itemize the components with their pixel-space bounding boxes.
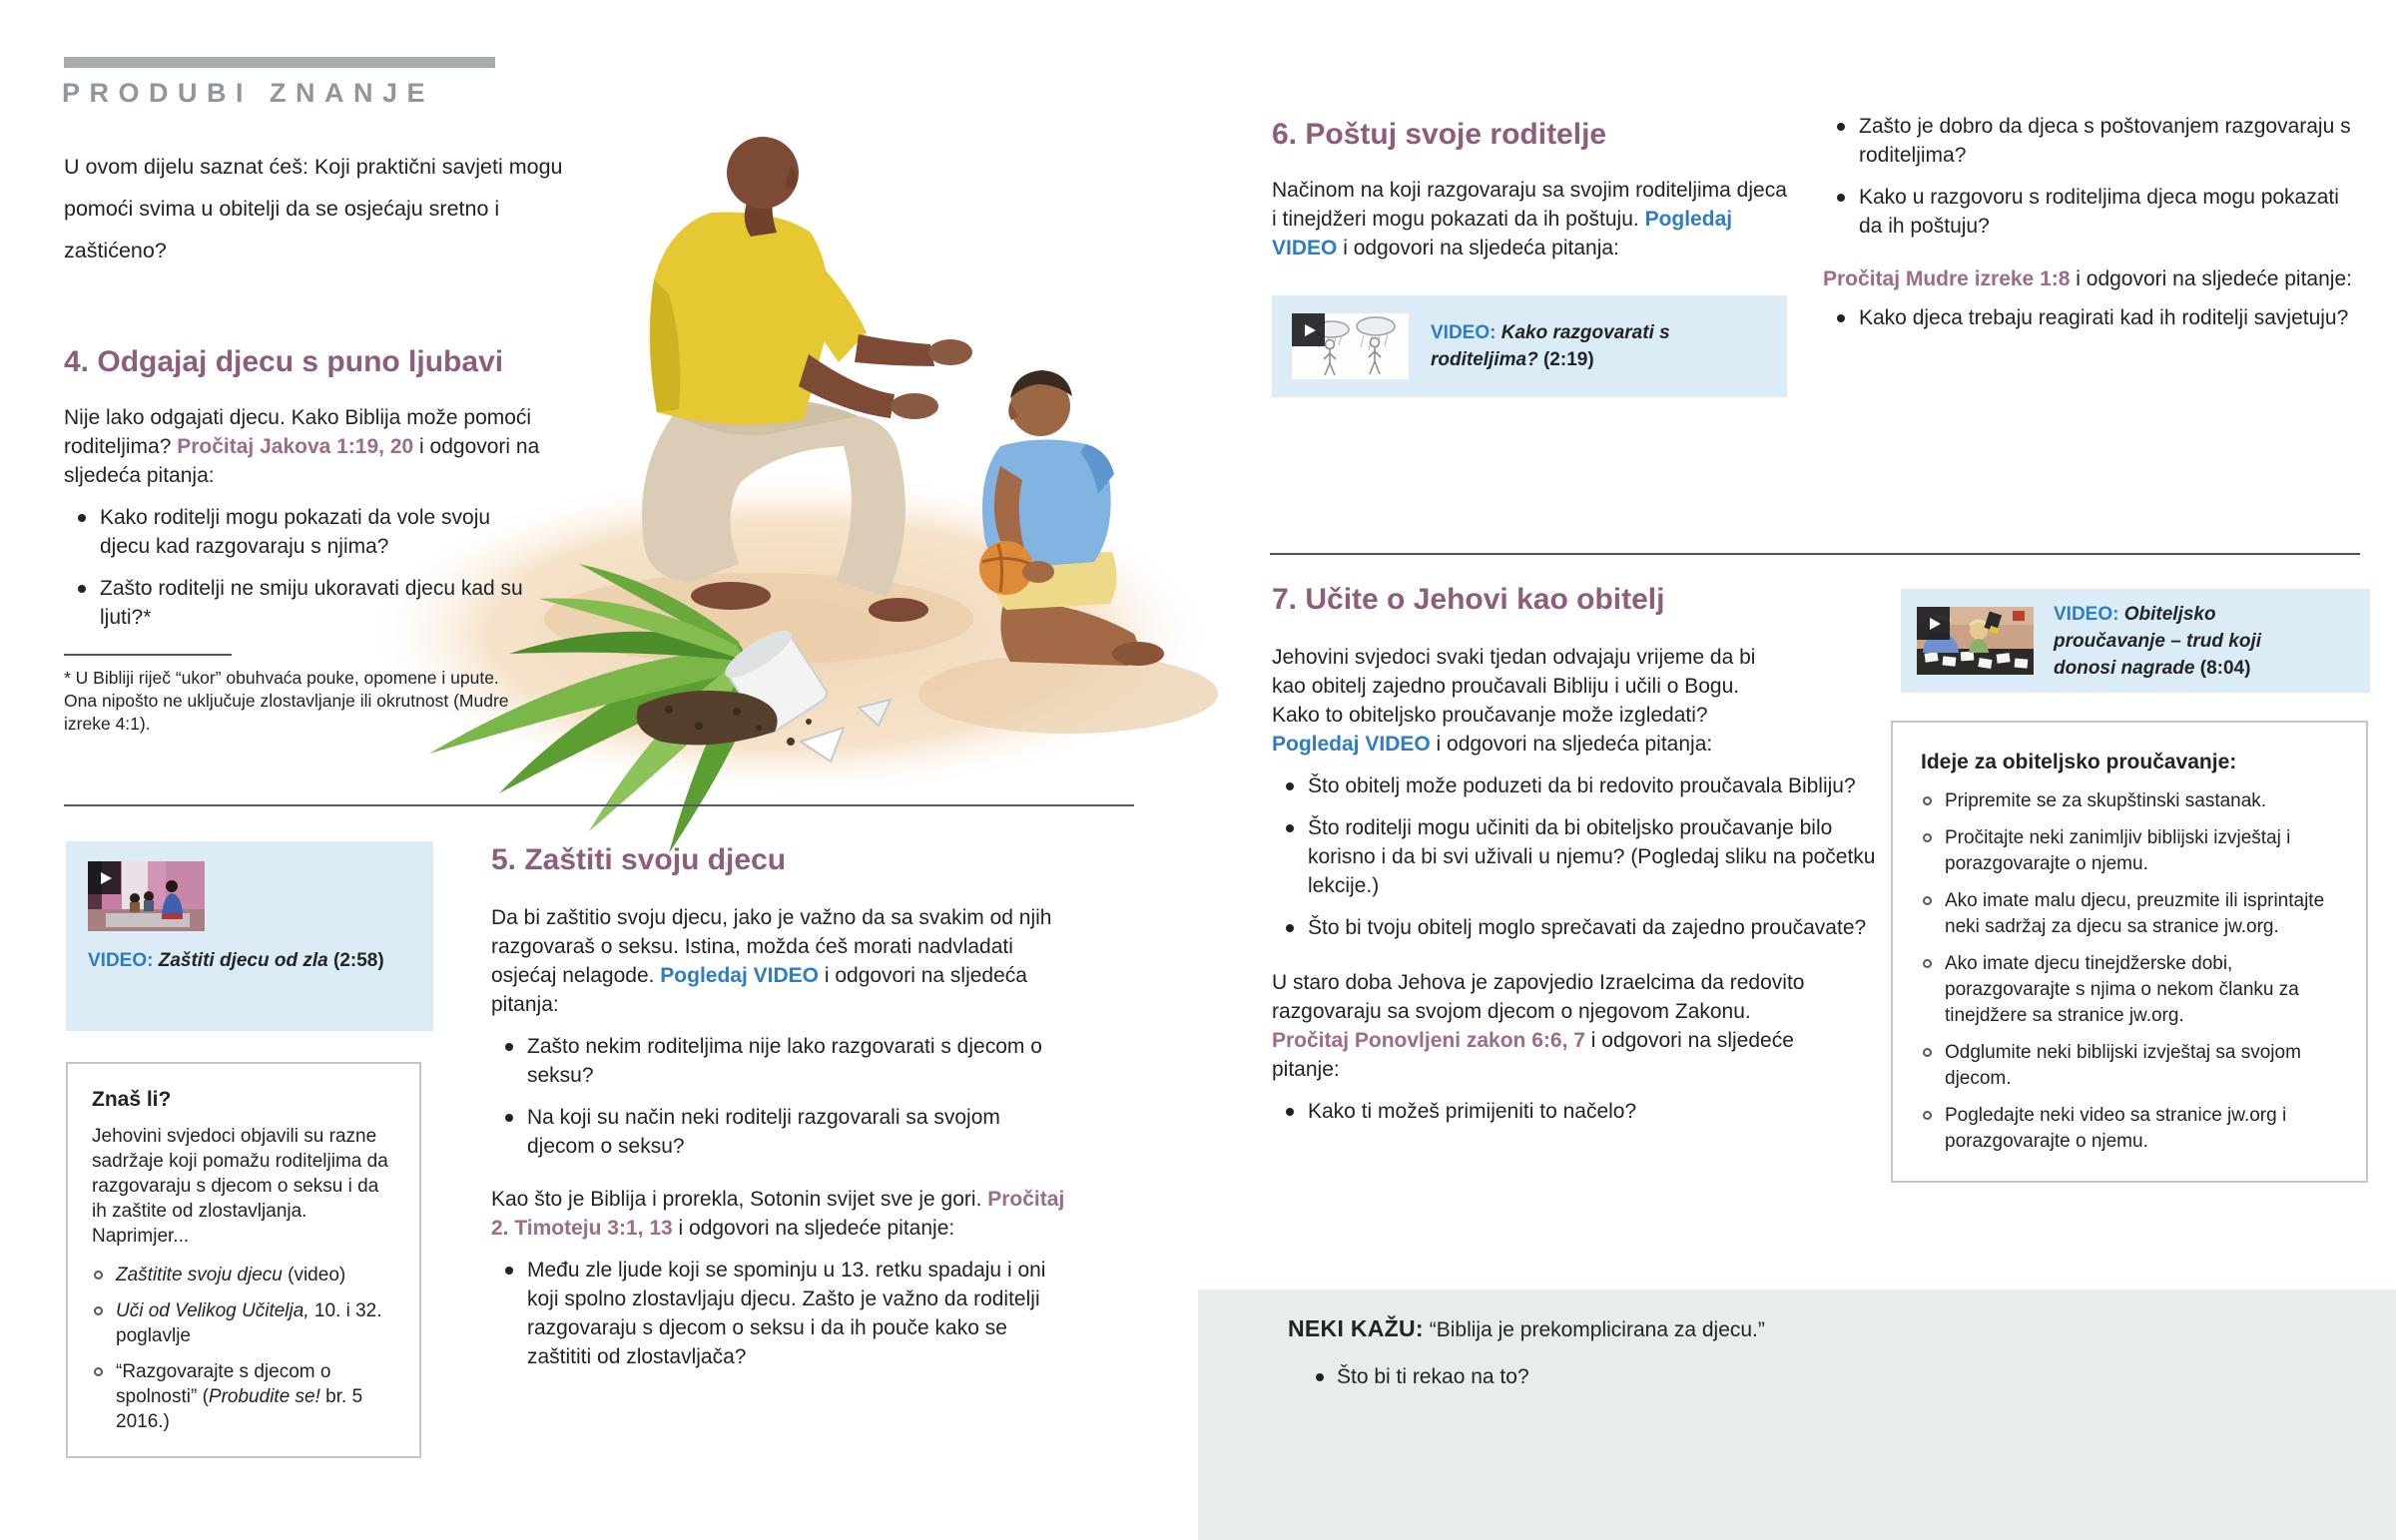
publication-detail: 10. i 32. poglavlje <box>116 1300 382 1346</box>
publication-detail: (video) <box>282 1265 346 1285</box>
paragraph-text: i odgovori na sljedeća pitanja: <box>491 964 1027 1016</box>
circle-bullet <box>94 1271 103 1280</box>
did-you-know-box <box>66 1062 421 1458</box>
publication-title: Uči od Velikog Učitelja, <box>116 1300 309 1321</box>
publication-entry <box>116 1263 345 1287</box>
publication-entry <box>116 1359 395 1434</box>
paragraph-text: Kao što je Biblija i prorekla, Sotonin svijet sve je gori. <box>491 1188 988 1211</box>
bullet-dot <box>1316 1373 1324 1381</box>
list-item <box>1921 788 2340 814</box>
paragraph-text: i odgovori na sljedeće pitanje: <box>672 1217 955 1240</box>
list-item <box>1921 951 2340 1029</box>
section-7-question-4 <box>1272 1097 1886 1126</box>
bullet-dot <box>1286 824 1294 832</box>
question-text: Zašto nekim roditeljima nije lako razgovarati s djecom o seksu? <box>527 1035 1042 1087</box>
circle-bullet <box>1923 833 1932 842</box>
bullet-dot <box>1837 123 1845 131</box>
section-7 <box>1272 583 1896 1126</box>
publication-detail: br. 5 2016.) <box>116 1386 363 1432</box>
scripture-link-ponovljeni-zakon[interactable]: Pročitaj Ponovljeni zakon 6:6, 7 <box>1272 1029 1585 1052</box>
section-7-paragraph <box>1272 643 1791 759</box>
some-say-quote: “Biblija je prekomplicirana za djecu.” <box>1429 1318 1765 1341</box>
bullet-dot <box>1286 782 1294 790</box>
bullet-dot <box>1286 924 1294 932</box>
video-box-kako-razgovarati <box>1272 295 1787 397</box>
list-item <box>1272 1097 1886 1126</box>
section-7-paragraph-2 <box>1272 968 1831 1084</box>
list-item <box>491 1032 1050 1090</box>
bullet-dot <box>505 1267 513 1275</box>
idea-text: Pripremite se za skupštinski sastanak. <box>1945 790 2267 811</box>
list-item <box>1823 112 2367 170</box>
section-7-title: 7. Učite o Jehovi kao obitelj <box>1272 583 1665 616</box>
ideas-list <box>1921 788 2340 1155</box>
section-4-title: 4. Odgajaj djecu s puno ljubavi <box>64 345 504 378</box>
circle-bullet <box>1923 896 1932 905</box>
section-4-questions <box>64 503 543 632</box>
list-item <box>64 503 543 561</box>
question-text: Što obitelj može poduzeti da bi redovito proučavala Bibliju? <box>1308 774 1856 797</box>
section-5-paragraph <box>491 903 1078 1019</box>
paragraph-text: i odgovori na sljedeća pitanja: <box>64 435 540 487</box>
idea-text: Ako imate djecu tinejdžerske dobi, porazgovarajte s njima o nekom članku za tinejdžere sa stranice jw.org. <box>1945 953 2299 1026</box>
video-duration: (8:04) <box>2199 657 2251 679</box>
question-text: Zašto roditelji ne smiju ukoravati djecu kad su ljuti?* <box>100 577 523 629</box>
kicker-accent-bar <box>64 57 495 68</box>
section-5-question-2 <box>491 1256 1050 1371</box>
section-5-title: 5. Zaštiti svoju djecu <box>491 843 787 876</box>
video-title: Kako razgovarati s roditeljima? <box>1431 322 1670 370</box>
list-item <box>64 574 543 632</box>
video-title: Obiteljsko proučavanje – trud koji donosi nagrade <box>2054 603 2261 679</box>
question-text: Među zle ljude koji se spominju u 13. retku spadaju i oni koji spolno zlostavljaju djecu. Zašto je važno da roditelji razgovaraju s djecom o seksu i da ih pouče kako se zaštititi od zlostavljača? <box>527 1259 1046 1368</box>
some-say-label: NEKI KAŽU: <box>1288 1315 1424 1341</box>
list-item <box>1272 813 1886 900</box>
publication-entry <box>116 1298 395 1348</box>
section-5 <box>491 843 1080 1371</box>
question-text: Što bi tvoju obitelj moglo sprečavati da zajedno proučavate? <box>1308 916 1867 939</box>
video-label[interactable]: VIDEO: <box>1431 322 1497 343</box>
question-text: Što bi ti rekao na to? <box>1337 1365 1529 1388</box>
box-paragraph: Jehovini svjedoci objavili su razne sadržaje koji pomažu roditeljima da razgovaraju s djecom o seksu i da ih zaštite od zlostavljanja. Naprimjer... <box>92 1126 388 1247</box>
list-item <box>491 1256 1050 1371</box>
paragraph-text: Nije lako odgajati djecu. Kako Biblija može pomoći roditeljima? <box>64 406 532 458</box>
some-people-say-box <box>1198 1289 2396 1540</box>
section-5-paragraph-2 <box>491 1185 1078 1243</box>
bullet-dot <box>1837 314 1845 322</box>
play-icon <box>88 861 121 894</box>
list-item <box>1272 913 1886 942</box>
section-7-questions <box>1272 771 1886 942</box>
video-duration: (2:19) <box>1542 349 1594 370</box>
question-text: Kako djeca trebaju reagirati kad ih roditelji savjetuju? <box>1859 306 2349 329</box>
video-box-obiteljsko-proucavanje <box>1901 589 2370 693</box>
section-6-paragraph-2 <box>1823 264 2362 293</box>
paragraph-text: U staro doba Jehova je zapovjedio Izraelcima da redovito razgovaraju sa svojom djecom o njegovom Zakonu. <box>1272 971 1805 1023</box>
bullet-dot <box>1286 1108 1294 1116</box>
circle-bullet <box>1923 1048 1932 1057</box>
family-worship-ideas-box <box>1891 721 2368 1183</box>
watch-video-link[interactable]: Pogledaj VIDEO <box>1272 208 1733 259</box>
section-6-title: 6. Poštuj svoje roditelje <box>1272 118 1607 151</box>
section-4-paragraph <box>64 403 563 490</box>
footnote-rule <box>64 654 232 656</box>
publication-list <box>92 1263 395 1434</box>
bullet-dot <box>505 1043 513 1051</box>
paragraph-text: i odgovori na sljedeća pitanja: <box>1337 237 1619 259</box>
section-5-questions <box>491 1032 1050 1161</box>
video-thumbnail-obiteljsko-proucavanje[interactable] <box>1917 607 2034 675</box>
list-item <box>1921 825 2340 877</box>
video-box-zastiti-djecu <box>66 841 433 1031</box>
section-4 <box>64 345 608 736</box>
publication-detail: “Razgovarajte s djecom o spolnosti” ( <box>116 1361 331 1407</box>
paragraph-text: i odgovori na sljedeća pitanja: <box>1430 733 1713 756</box>
section-kicker: PRODUBI ZNANJE <box>62 78 435 108</box>
publication-title: Zaštitite svoju djecu <box>116 1265 283 1285</box>
list-item <box>1921 888 2340 940</box>
list-item <box>1823 303 2367 332</box>
idea-text: Ako imate malu djecu, preuzmite ili isprintajte neki sadržaj za djecu sa stranice jw.org. <box>1945 890 2325 937</box>
scripture-link-timoteju[interactable]: Pročitaj 2. Timoteju 3:1, 13 <box>491 1188 1065 1240</box>
video-caption <box>2054 601 2298 682</box>
list-item <box>1823 183 2367 241</box>
bullet-dot <box>1837 194 1845 202</box>
paragraph-text: Jehovini svjedoci svaki tjedan odvajaju vrijeme da bi kao obitelj zajedno proučavali Bibliju i učili o Bogu. Kako to obiteljsko proučavanje može izgledati? <box>1272 646 1756 727</box>
list-item <box>491 1103 1050 1161</box>
list-item <box>1921 1103 2340 1155</box>
list-item <box>1316 1363 1529 1391</box>
box-title: Znaš li? <box>92 1088 172 1111</box>
horizontal-divider <box>64 804 1134 806</box>
play-icon <box>1292 313 1325 346</box>
list-item <box>92 1263 395 1287</box>
publication-title: Probudite se! <box>208 1386 320 1407</box>
section-6-questions-column <box>1823 112 2367 332</box>
idea-text: Pročitajte neki zanimljiv biblijski izvještaj i porazgovarajte o njemu. <box>1945 827 2291 874</box>
scripture-link-mudre-izreke[interactable]: Pročitaj Mudre izreke 1:8 <box>1823 267 2071 290</box>
video-thumbnail-zastiti-djecu[interactable] <box>88 861 205 931</box>
list-item <box>92 1359 395 1434</box>
paragraph-text: Da bi zaštitio svoju djecu, jako je važno da sa svakim od njih razgovaraš o seksu. Istina, možda ćeš morati nadvladati osjećaj nelagode. <box>491 906 1052 987</box>
paragraph-text: i odgovori na sljedeće pitanje: <box>1272 1029 1794 1081</box>
list-item <box>1272 771 1886 800</box>
video-label[interactable]: VIDEO: <box>2054 603 2119 625</box>
idea-text: Pogledajte neki video sa stranice jw.org i porazgovarajte o njemu. <box>1945 1105 2287 1152</box>
section-6 <box>1272 118 1801 262</box>
paragraph-text: i odgovori na sljedeće pitanje: <box>2070 267 2352 290</box>
watch-video-link[interactable]: Pogledaj VIDEO <box>660 964 819 987</box>
video-thumbnail-kako-razgovarati[interactable] <box>1292 313 1409 379</box>
video-caption <box>1431 319 1680 373</box>
video-duration: (2:58) <box>333 950 384 971</box>
video-caption <box>88 947 397 974</box>
question-text: Kako u razgovoru s roditeljima djeca mogu pokazati da ih poštuju? <box>1859 186 2339 238</box>
box-title: Ideje za obiteljsko proučavanje: <box>1921 751 2237 773</box>
some-say-line <box>1288 1315 1765 1342</box>
circle-bullet <box>94 1367 103 1376</box>
bullet-dot <box>505 1114 513 1122</box>
list-item <box>1921 1040 2340 1092</box>
question-text: Zašto je dobro da djeca s poštovanjem razgovaraju s roditeljima? <box>1859 115 2351 167</box>
scripture-link-jakova[interactable]: Pročitaj Jakova 1:19, 20 <box>177 435 414 458</box>
circle-bullet <box>1923 796 1932 805</box>
video-label[interactable]: VIDEO: <box>88 950 154 971</box>
footnote-text: * U Bibliji riječ “ukor” obuhvaća pouke, opomene i upute. Ona nipošto ne uključuje zlostavljanje ili okrutnost (Mudre izreke 4:1). <box>64 668 509 734</box>
idea-text: Odglumite neki biblijski izvještaj sa svojom djecom. <box>1945 1042 2301 1089</box>
video-title: Zaštiti djecu od zla <box>158 950 328 971</box>
section-6-paragraph <box>1272 176 1791 262</box>
circle-bullet <box>94 1306 103 1315</box>
bullet-dot <box>78 585 86 593</box>
question-text: Na koji su način neki roditelji razgovarali sa svojom djecom o seksu? <box>527 1106 1000 1158</box>
question-text: Što roditelji mogu učiniti da bi obiteljsko proučavanje bilo korisno i da bi svi uživali u njemu? (Pogledaj sliku na početku lekcije.) <box>1308 816 1876 897</box>
circle-bullet <box>1923 1111 1932 1120</box>
bullet-dot <box>78 514 86 522</box>
circle-bullet <box>1923 959 1932 968</box>
watch-video-link[interactable]: Pogledaj VIDEO <box>1272 733 1431 756</box>
list-item <box>92 1298 395 1348</box>
question-text: Kako roditelji mogu pokazati da vole svoju djecu kad razgovaraju s njima? <box>100 506 491 558</box>
question-text: Kako ti možeš primijeniti to načelo? <box>1308 1100 1637 1123</box>
intro-text: U ovom dijelu saznat ćeš: Koji praktični savjeti mogu pomoći svima u obitelji da se osjećaju sretno i zaštićeno? <box>64 155 563 262</box>
horizontal-divider <box>1270 553 2360 555</box>
paragraph-text: Načinom na koji razgovaraju sa svojim roditeljima djeca i tinejdžeri mogu pokazati da ih poštuju. <box>1272 179 1787 231</box>
play-icon <box>1917 607 1950 640</box>
